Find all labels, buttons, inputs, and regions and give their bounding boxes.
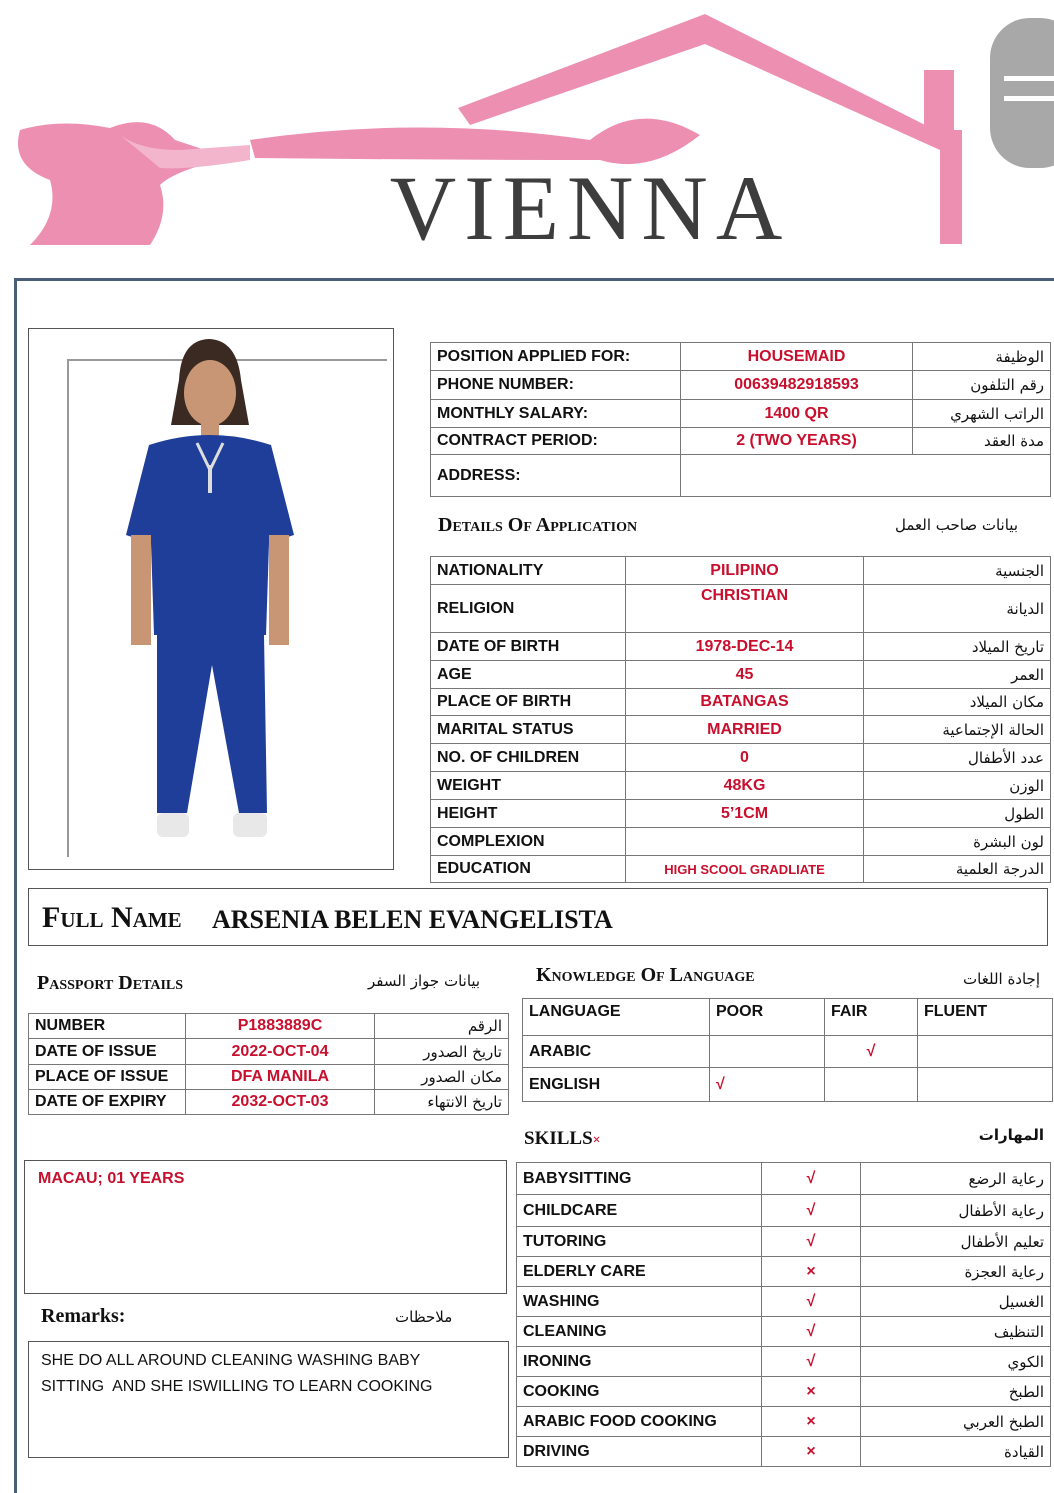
table-row [431,828,1051,856]
job-label-ar: الوظيفة [913,343,1051,371]
passport-value: 2022-OCT-04 [186,1039,375,1065]
detail-label-ar: لون البشرة [864,828,1051,856]
detail-value: 45 [626,661,864,689]
language-header: LANGUAGE [523,999,710,1036]
skill-label-ar: القيادة [861,1437,1051,1467]
details-title-ar: بيانات صاحب العمل [895,516,1018,534]
skill-mark: √ [762,1347,861,1377]
passport-table [28,1013,509,1115]
passport-label: DATE OF EXPIRY [29,1090,186,1115]
skill-label-ar: رعاية الأطفال [861,1195,1051,1227]
remarks-line: SITTING AND SHE ISWILLING TO LEARN COOKING [41,1378,433,1395]
table-row [517,1317,1051,1347]
skills-title [524,1128,601,1150]
table-row [431,689,1051,716]
job-label-ar: رقم التلفون [913,371,1051,400]
job-label: PHONE NUMBER: [431,371,681,400]
remarks-line: SHE DO ALL AROUND CLEANING WASHING BABY [41,1352,421,1369]
detail-label-ar: الدرجة العلمية [864,856,1051,883]
detail-value [626,828,864,856]
detail-label-ar: الوزن [864,772,1051,800]
detail-value: 5’1CM [626,800,864,828]
job-label-ar: الراتب الشهري [913,400,1051,428]
photo-box [28,328,394,870]
table-row [523,999,1053,1036]
detail-value: BATANGAS [626,689,864,716]
job-value: 1400 QR [681,400,913,428]
table-row [517,1377,1051,1407]
passport-value: P1883889C [186,1014,375,1039]
skill-label-ar: التنظيف [861,1317,1051,1347]
skill-label: CLEANING [517,1317,762,1347]
table-row [431,800,1051,828]
skill-label-ar: رعاية العجزة [861,1257,1051,1287]
detail-label: RELIGION [431,585,626,633]
skill-mark: × [762,1407,861,1437]
skill-label: CHILDCARE [517,1195,762,1227]
detail-value: HIGH SCOOL GRADLIATE [626,856,864,883]
job-value: 00639482918593 [681,371,913,400]
applicant-photo [109,335,309,860]
header-logo [0,0,1054,275]
language-poor: √ [710,1068,825,1102]
details-title: Details Of Application [438,514,638,536]
passport-title: Passport Details [37,972,184,994]
skill-mark: × [762,1257,861,1287]
skill-mark: × [762,1377,861,1407]
skills-title-text: SKILLS [524,1128,593,1149]
detail-label-ar: مكان الميلاد [864,689,1051,716]
passport-label: DATE OF ISSUE [29,1039,186,1065]
job-value: 2 (TWO YEARS) [681,428,913,455]
language-fluent [918,1036,1053,1068]
table-row [517,1287,1051,1317]
language-fluent [918,1068,1053,1102]
job-value: HOUSEMAID [681,343,913,371]
skill-mark: √ [762,1317,861,1347]
language-fair: √ [825,1036,918,1068]
full-name-value: ARSENIA BELEN EVANGELISTA [212,905,613,934]
detail-label-ar: الجنسية [864,557,1051,585]
detail-label: HEIGHT [431,800,626,828]
table-row [517,1163,1051,1195]
table-row [517,1227,1051,1257]
detail-value: 48KG [626,772,864,800]
detail-label: NATIONALITY [431,557,626,585]
table-row [431,455,1051,497]
table-row [431,371,1051,400]
language-header: FAIR [825,999,918,1036]
job-label: POSITION APPLIED FOR: [431,343,681,371]
table-row [523,1068,1053,1102]
full-name-box [28,888,1048,946]
passport-label-ar: الرقم [375,1014,509,1039]
table-row [431,428,1051,455]
language-header: POOR [710,999,825,1036]
job-label: MONTHLY SALARY: [431,400,681,428]
language-title: Knowledge Of Language [536,964,755,986]
skill-mark: √ [762,1163,861,1195]
table-row [517,1257,1051,1287]
table-row [431,744,1051,772]
passport-value: 2032-OCT-03 [186,1090,375,1115]
language-fair [825,1068,918,1102]
detail-label: MARITAL STATUS [431,716,626,744]
remarks-box [28,1341,509,1458]
table-row [29,1039,509,1065]
detail-value: 1978-DEC-14 [626,633,864,661]
skill-label: DRIVING [517,1437,762,1467]
skill-label-ar: الغسيل [861,1287,1051,1317]
passport-label-ar: تاريخ الصدور [375,1039,509,1065]
detail-label-ar: عدد الأطفال [864,744,1051,772]
table-row [517,1407,1051,1437]
remarks-title: Remarks: [41,1305,126,1327]
table-row [29,1014,509,1039]
language-poor [710,1036,825,1068]
language-name: ENGLISH [523,1068,710,1102]
job-label: CONTRACT PERIOD: [431,428,681,455]
detail-label: WEIGHT [431,772,626,800]
passport-label: PLACE OF ISSUE [29,1065,186,1090]
skill-mark: √ [762,1287,861,1317]
passport-title-ar: بيانات جواز السفر [368,972,481,990]
experience-text: MACAU; 01 YEARS [38,1170,185,1187]
detail-label: NO. OF CHILDREN [431,744,626,772]
table-row [517,1437,1051,1467]
detail-label: DATE OF BIRTH [431,633,626,661]
detail-value: MARRIED [626,716,864,744]
table-row [431,343,1051,371]
experience-box [24,1160,507,1294]
details-table [430,556,1051,883]
table-row [29,1090,509,1115]
skills-title-mark: × [592,1133,601,1148]
skill-label-ar: الطبخ العربي [861,1407,1051,1437]
passport-label: NUMBER [29,1014,186,1039]
detail-label: COMPLEXION [431,828,626,856]
detail-label-ar: الطول [864,800,1051,828]
language-title-ar: إجادة اللغات [963,970,1040,988]
skill-label-ar: تعليم الأطفال [861,1227,1051,1257]
table-row [431,400,1051,428]
table-row [517,1347,1051,1377]
logo-text: VIENNA [389,157,791,259]
skill-label: WASHING [517,1287,762,1317]
detail-label: EDUCATION [431,856,626,883]
table-row [29,1065,509,1090]
detail-label: PLACE OF BIRTH [431,689,626,716]
table-row [431,856,1051,883]
language-name: ARABIC [523,1036,710,1068]
table-row [431,633,1051,661]
skill-mark: × [762,1437,861,1467]
skill-label-ar: رعاية الرضع [861,1163,1051,1195]
job-label-ar: مدة العقد [913,428,1051,455]
detail-label-ar: الديانة [864,585,1051,633]
table-row [431,585,1051,633]
table-row [431,772,1051,800]
language-table [522,998,1053,1102]
language-header: FLUENT [918,999,1053,1036]
skill-mark: √ [762,1195,861,1227]
skills-title-ar: المهارات [978,1126,1044,1144]
detail-label: AGE [431,661,626,689]
full-name-label: Full Name [42,901,182,934]
skill-mark: √ [762,1227,861,1257]
skill-label: ARABIC FOOD COOKING [517,1407,762,1437]
job-label: ADDRESS: [431,455,681,497]
detail-label-ar: تاريخ الميلاد [864,633,1051,661]
skill-label: TUTORING [517,1227,762,1257]
skill-label: IRONING [517,1347,762,1377]
address-value [681,455,1051,497]
skill-label: BABYSITTING [517,1163,762,1195]
table-row [523,1036,1053,1068]
remarks-title-ar: ملاحظات [395,1308,453,1326]
passport-value: DFA MANILA [186,1065,375,1090]
table-row [517,1195,1051,1227]
skills-table [516,1162,1051,1467]
skill-label: COOKING [517,1377,762,1407]
passport-label-ar: تاريخ الانتهاء [375,1090,509,1115]
table-row [431,716,1051,744]
detail-label-ar: العمر [864,661,1051,689]
detail-value: 0 [626,744,864,772]
detail-value: CHRISTIAN [626,585,864,633]
passport-label-ar: مكان الصدور [375,1065,509,1090]
table-row [431,557,1051,585]
table-row [431,661,1051,689]
detail-label-ar: الحالة الإجتماعية [864,716,1051,744]
detail-value: PILIPINO [626,557,864,585]
skill-label-ar: الطبخ [861,1377,1051,1407]
skill-label-ar: الكوي [861,1347,1051,1377]
skill-label: ELDERLY CARE [517,1257,762,1287]
job-table [430,342,1051,497]
